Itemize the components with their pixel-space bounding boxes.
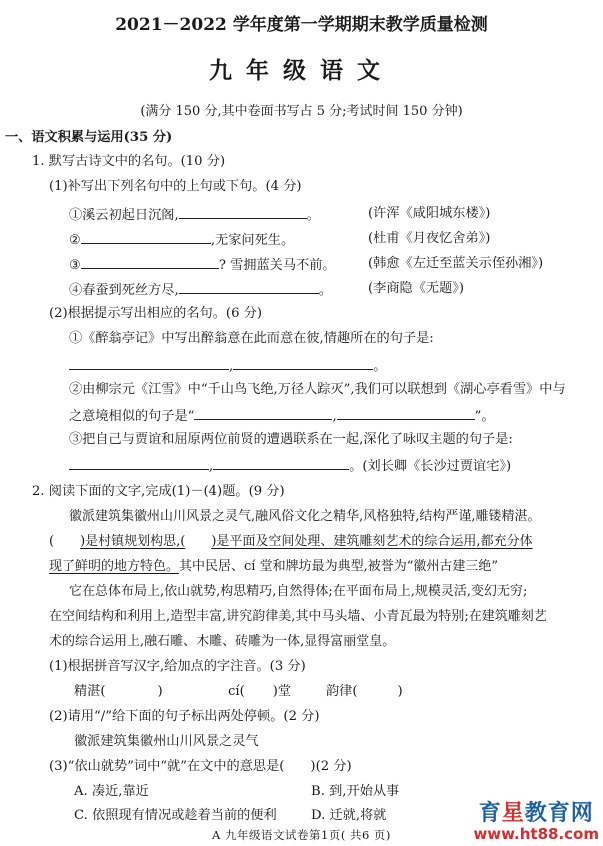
page-footer: A 九年级语文试卷第1页( 共6 页) bbox=[212, 828, 391, 842]
sub-question-1-title: (1)根据拼音写汉字,给加点的字注音。(3 分) bbox=[49, 659, 306, 674]
sub-question-3-title: (3)“依山就势”词中“就”在文中的意思是( )(2 分) bbox=[49, 759, 352, 774]
subject-title: 九年级语文 bbox=[209, 57, 394, 84]
pinyin-item-2: cí( )堂 bbox=[228, 684, 292, 699]
section-heading: 一、语文积累与运用(35 分) bbox=[5, 130, 173, 145]
question-1-part1-title: (1)补写出下列名句中的上句或下句。(4 分) bbox=[49, 179, 302, 194]
watermark-url: www.ht88.com bbox=[473, 825, 599, 843]
part2-item-3-prompt: ③把自己与贾谊和屈原两位前贤的遭遇联系在一起,深化了咏叹主题的句子是: bbox=[69, 432, 513, 447]
question-1-title: 1. 默写古诗文中的名句。(10 分) bbox=[32, 154, 226, 169]
watermark-brand-2: 教育网 bbox=[524, 801, 594, 826]
fill-item-1-source: (许浑《咸阳城东楼》) bbox=[368, 206, 491, 221]
watermark-brand-star: 星 bbox=[501, 801, 525, 826]
fill-item-3: ③ ? 雪拥蓝关马不前。 bbox=[69, 255, 336, 275]
answer-blank[interactable] bbox=[337, 406, 475, 420]
passage-line-1: 徽派建筑集徽州山川风景之灵气,融风俗文化之精华,风格独特,结构严谨,雕镂精湛。 bbox=[69, 509, 541, 524]
part2-item-2-prompt: ②由柳宗元《江雪》中“千山鸟飞绝,万径人踪灭”,我们可以联想到《湖心亭看雪》中与 bbox=[69, 382, 566, 397]
sub-question-2-sentence: 徽派建筑集徽州山川风景之灵气 bbox=[74, 734, 259, 749]
option-b[interactable]: B. 到,开始从事 bbox=[311, 784, 400, 799]
answer-blank[interactable] bbox=[213, 456, 349, 470]
pinyin-item-1: 精湛( ) bbox=[74, 684, 163, 699]
part2-item-3-answer: , 。(刘长卿《长沙过贾谊宅》) bbox=[69, 456, 511, 476]
answer-blank[interactable] bbox=[233, 356, 373, 370]
pinyin-item-3: 韵律( ) bbox=[326, 684, 403, 699]
answer-blank[interactable] bbox=[81, 255, 219, 269]
option-a[interactable]: A. 凑近,靠近 bbox=[74, 784, 149, 799]
option-c[interactable]: C. 依照现有情况或趁着当前的便利 bbox=[74, 808, 277, 823]
answer-blank[interactable] bbox=[69, 456, 209, 470]
exam-title: 2021－2022 学年度第一学期期末教学质量检测 bbox=[115, 15, 488, 35]
watermark-logo bbox=[473, 803, 599, 842]
question-2-title: 2. 阅读下面的文字,完成(1)－(4)题。(9 分) bbox=[32, 484, 285, 499]
part2-item-1-answer: , 。 bbox=[69, 356, 386, 376]
passage-line-2: ( )是村镇规划构思,( )是平面及空间处理、建筑雕刻艺术的综合运用,都充分体 bbox=[49, 534, 533, 549]
fill-item-4: ④春蚕到死丝方尽, 。 bbox=[69, 280, 332, 300]
answer-blank[interactable] bbox=[194, 406, 332, 420]
option-d[interactable]: D. 迁就,将就 bbox=[311, 808, 387, 823]
passage-line-4: 它在总体布局上,依山就势,构思精巧,自然得体;在平面布局上,规模灵活,变幻无穷; bbox=[69, 584, 528, 599]
answer-blank[interactable] bbox=[69, 356, 229, 370]
answer-blank[interactable] bbox=[81, 230, 211, 244]
fill-item-4-source: (李商隐《无题》) bbox=[368, 281, 465, 296]
passage-line-5: 在空间结构和利用上,造型丰富,讲究韵律美,其中马头墙、小青瓦最为特别;在建筑雕刻艺 bbox=[49, 609, 547, 624]
exam-info: (满分 150 分,其中卷面书写占 5 分;考试时间 150 分钟) bbox=[140, 104, 463, 119]
answer-blank[interactable] bbox=[179, 205, 307, 219]
question-1-part2-title: (2)根据提示写出相应的名句。(6 分) bbox=[49, 306, 262, 321]
passage-line-3: 现了鲜明的地方特色。其中民居、cí 堂和牌坊最为典型,被誉为“徽州古建三绝” bbox=[49, 559, 499, 574]
fill-item-3-source: (韩愈《左迁至蓝关示侄孙湘》) bbox=[368, 256, 544, 271]
fill-item-2-source: (杜甫《月夜忆舍弟》) bbox=[368, 231, 491, 246]
sub-question-2-title: (2)请用“/”给下面的句子标出两处停顿。(2 分) bbox=[49, 709, 320, 724]
answer-blank[interactable] bbox=[179, 280, 319, 294]
watermark-brand-1: 育 bbox=[478, 801, 502, 826]
part2-item-2-answer: 之意境相似的句子是“ , ”。 bbox=[69, 406, 495, 426]
passage-line-6: 术的综合运用上,融石雕、木雕、砖雕为一体,显得富丽堂皇。 bbox=[49, 634, 396, 649]
fill-item-2: ② ,无家问死生。 bbox=[69, 230, 294, 250]
part2-item-1-prompt: ①《醉翁亭记》中写出醉翁意在此而意在彼,情趣所在的句子是: bbox=[69, 331, 434, 346]
fill-item-1: ①溪云初起日沉阁, 。 bbox=[69, 205, 320, 225]
